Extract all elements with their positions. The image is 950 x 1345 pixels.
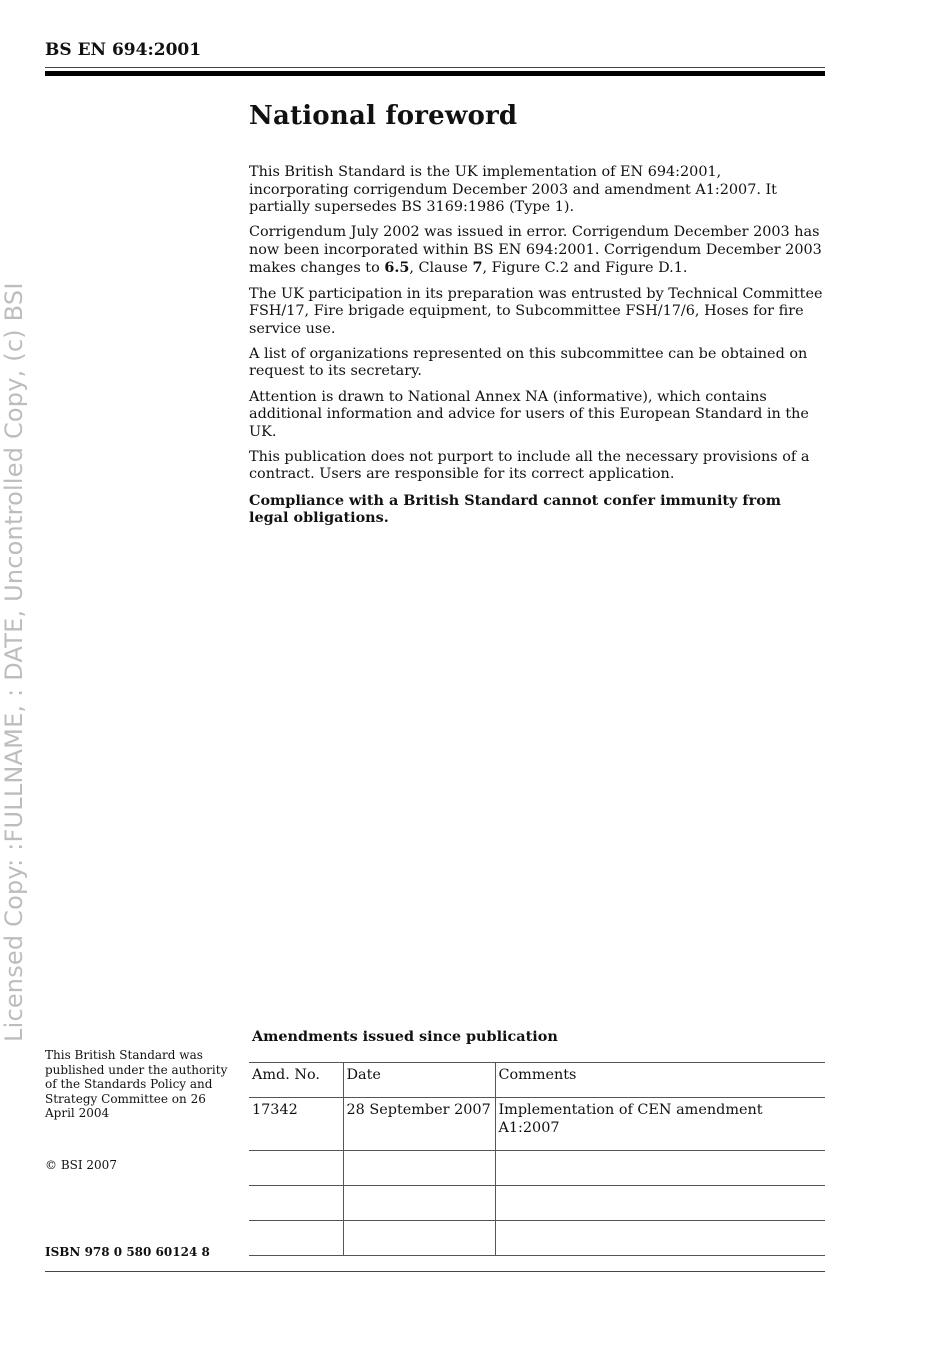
page-title: National foreword bbox=[249, 101, 518, 131]
footer-rule bbox=[45, 1271, 825, 1272]
foreword-body bbox=[249, 164, 825, 534]
license-watermark: Licensed Copy: :FULLNAME, : DATE, Uncontrolled Copy, (c) BSI bbox=[0, 282, 28, 1042]
column-header-comments: Comments bbox=[495, 1063, 825, 1098]
paragraph-participation: The UK participation in its preparation was entrusted by Technical Committee FSH/17, Fire brigade equipment, to Subcommittee FSH/17/6, Hoses for fire service use. bbox=[249, 285, 823, 337]
column-header-amd-no: Amd. No. bbox=[249, 1063, 343, 1098]
paragraph-provisions: This publication does not purport to include all the necessary provisions of a contract. Users are responsible for its correct application. bbox=[249, 448, 810, 483]
table-row bbox=[249, 1098, 825, 1151]
table-cell bbox=[249, 1221, 343, 1256]
amendments-title: Amendments issued since publication bbox=[252, 1028, 558, 1045]
header-rule-thin bbox=[45, 67, 825, 68]
paragraph-implementation: This British Standard is the UK implementation of EN 694:2001, incorporating corrigendum December 2003 and amendment A1:2007. It partially supersedes BS 3169:1986 (Type 1). bbox=[249, 164, 777, 216]
column-header-date: Date bbox=[343, 1063, 495, 1098]
table-cell: 28 September 2007 bbox=[343, 1098, 495, 1151]
paragraph-organizations: A list of organizations represented on this subcommittee can be obtained on request to its secretary. bbox=[249, 345, 808, 380]
paragraph-corrigendum: Corrigendum July 2002 was issued in error. Corrigendum December 2003 has now been incorporated within BS EN 694:2001. Corrigendum December 2003 makes changes to 6.5, Clause 7, Figure C.2 and Figure D.1. bbox=[249, 224, 822, 277]
publication-authority-note: This British Standard was published under the authority of the Standards Policy and Strategy Committee on 26 April 2004 bbox=[45, 1048, 228, 1120]
table-cell bbox=[495, 1221, 825, 1256]
table-cell bbox=[343, 1221, 495, 1256]
paragraph-compliance: Compliance with a British Standard cannot confer immunity from legal obligations. bbox=[249, 491, 782, 527]
table-cell bbox=[343, 1151, 495, 1186]
table-header-row bbox=[249, 1063, 825, 1098]
table-cell bbox=[495, 1151, 825, 1186]
table-row bbox=[249, 1186, 825, 1221]
table-cell bbox=[343, 1186, 495, 1221]
paragraph-national-annex: Attention is drawn to National Annex NA (informative), which contains additional information and advice for users of this European Standard in the UK. bbox=[249, 388, 809, 440]
header-rule-thick bbox=[45, 71, 825, 76]
amendments-table bbox=[249, 1062, 825, 1256]
table-cell bbox=[249, 1186, 343, 1221]
table-cell bbox=[249, 1151, 343, 1186]
table-cell bbox=[495, 1186, 825, 1221]
copyright-notice: © BSI 2007 bbox=[45, 1158, 117, 1172]
document-code: BS EN 694:2001 bbox=[45, 40, 202, 60]
table-row bbox=[249, 1151, 825, 1186]
table-cell: Implementation of CEN amendment A1:2007 bbox=[495, 1098, 825, 1151]
table-row bbox=[249, 1221, 825, 1256]
isbn: ISBN 978 0 580 60124 8 bbox=[45, 1245, 210, 1259]
table-cell: 17342 bbox=[249, 1098, 343, 1151]
